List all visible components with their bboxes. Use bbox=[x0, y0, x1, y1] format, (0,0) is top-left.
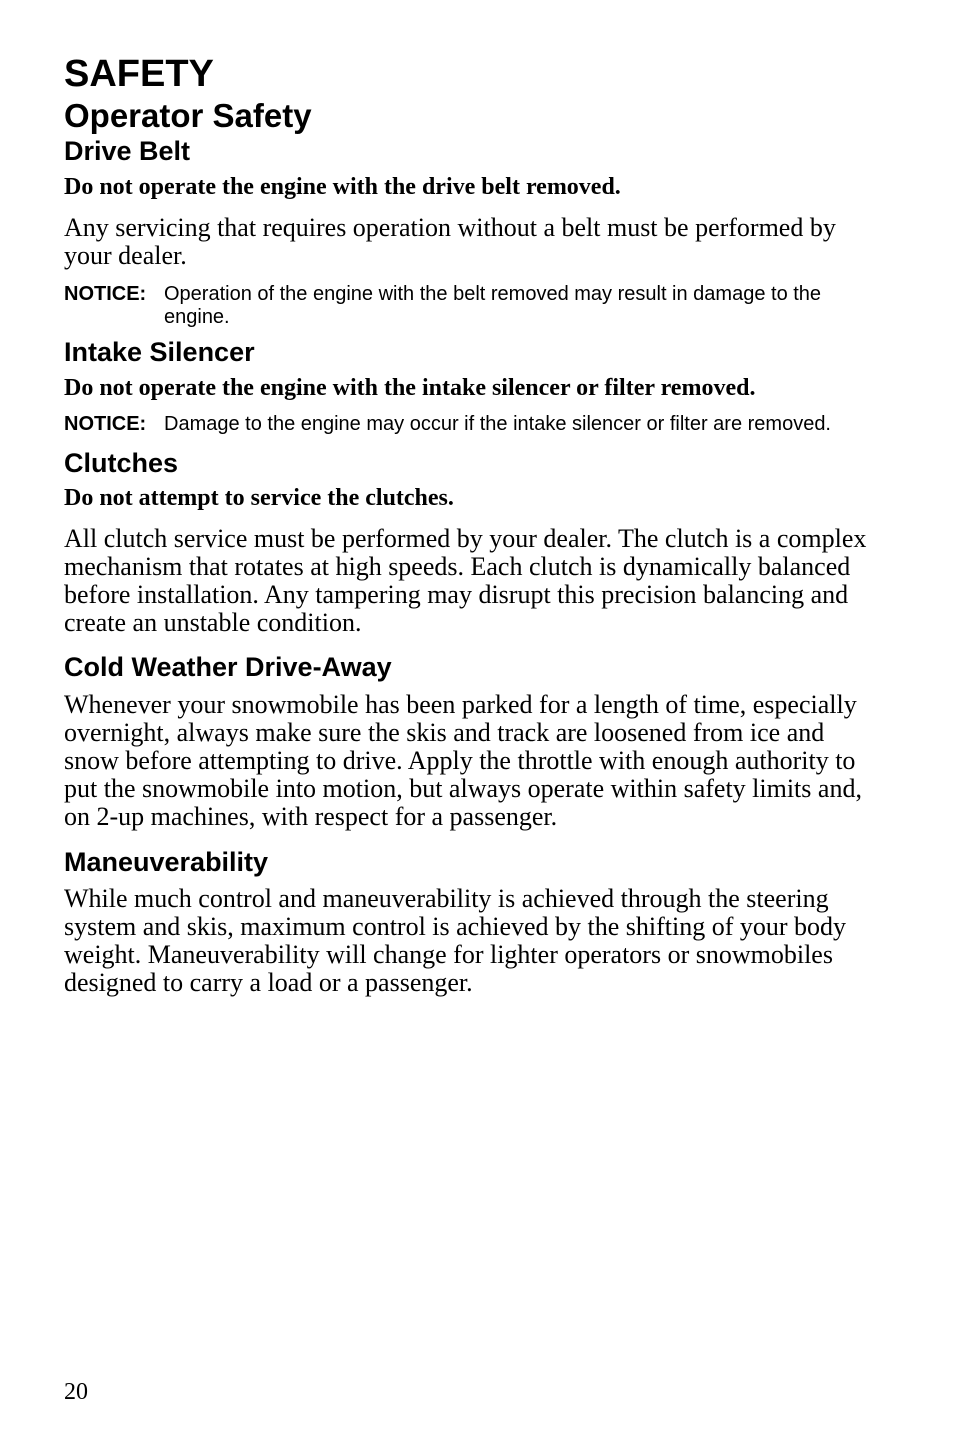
section-title: Operator Safety bbox=[64, 97, 312, 134]
notice-intake-silencer bbox=[64, 413, 874, 436]
heading-maneuverability: Maneuverability bbox=[64, 847, 269, 877]
notice-text: Damage to the engine may occur if the intake silencer or filter are removed. bbox=[164, 413, 831, 435]
page-number: 20 bbox=[64, 1379, 88, 1405]
notice-label: NOTICE: bbox=[64, 413, 147, 435]
notice-label: NOTICE: bbox=[64, 283, 147, 305]
heading-cold-weather: Cold Weather Drive-Away bbox=[64, 652, 392, 682]
warning-clutches: Do not attempt to service the clutches. bbox=[64, 485, 454, 511]
heading-intake-silencer: Intake Silencer bbox=[64, 337, 255, 367]
chapter-title: SAFETY bbox=[64, 53, 214, 95]
warning-drive-belt: Do not operate the engine with the drive belt removed. bbox=[64, 174, 621, 200]
page-content bbox=[64, 52, 874, 997]
heading-drive-belt: Drive Belt bbox=[64, 136, 191, 166]
notice-text: Operation of the engine with the belt removed may result in damage to the engine. bbox=[164, 283, 822, 328]
body-clutches: All clutch service must be performed by your dealer. The clutch is a complex mechanism that rotates at high speeds. Each clutch is dynamically balanced before installation. Any tampering may disrupt this precision balancing and create an unstable condition. bbox=[64, 524, 867, 637]
heading-clutches: Clutches bbox=[64, 448, 179, 478]
body-maneuverability: While much control and maneuverability is achieved through the steering system and skis, maximum control is achieved by the shifting of your body weight. Maneuverability will change for lighter operators or snowmobiles designed to carry a load or a passenger. bbox=[64, 884, 847, 997]
warning-intake-silencer: Do not operate the engine with the intake silencer or filter removed. bbox=[64, 375, 756, 401]
body-drive-belt: Any servicing that requires operation without a belt must be performed by your dealer. bbox=[64, 213, 836, 270]
notice-drive-belt bbox=[64, 283, 874, 329]
body-cold-weather: Whenever your snowmobile has been parked for a length of time, especially overnight, always make sure the skis and track are loosened from ice and snow before attempting to drive. Apply the throttle with enough authority to put the snowmobile into motion, but always operate within safety limits and, on 2-up machines, with respect for a passenger. bbox=[64, 690, 862, 831]
